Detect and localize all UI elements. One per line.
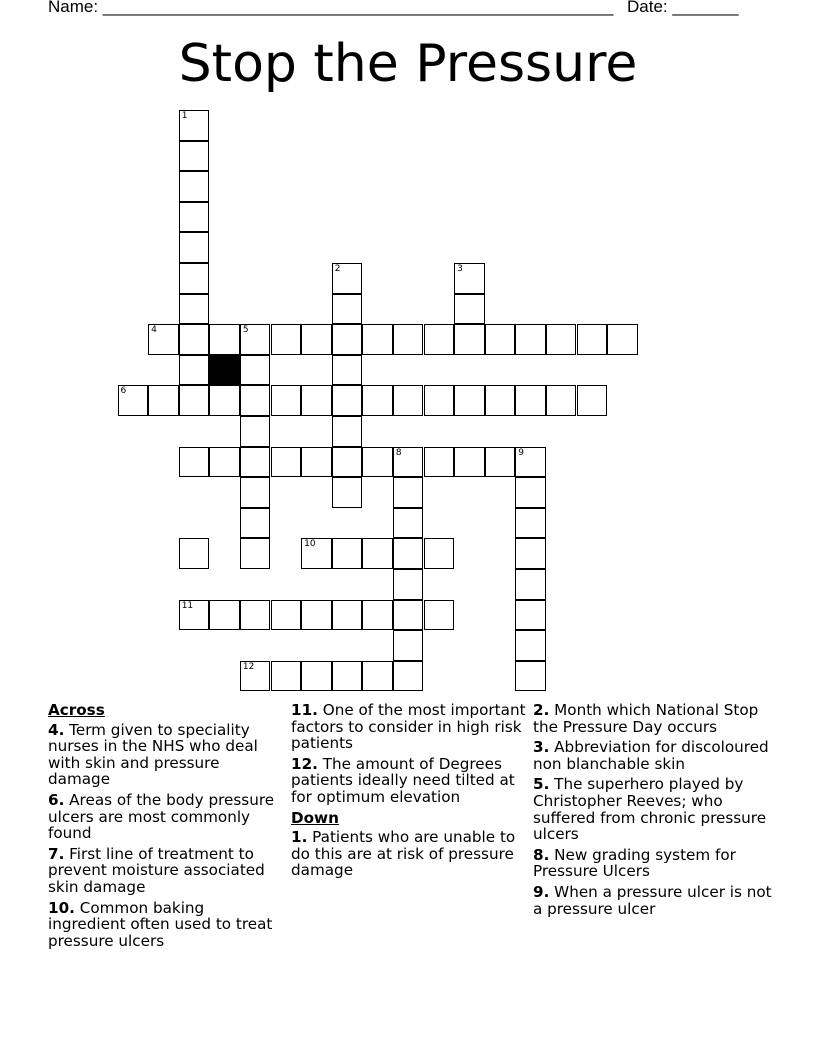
clue-item	[48, 792, 278, 842]
cell-number: 6	[120, 386, 127, 397]
crossword-cell[interactable]	[362, 385, 393, 416]
crossword-cell[interactable]	[577, 324, 608, 355]
crossword-cell[interactable]	[240, 385, 271, 416]
clue-number: 2.	[533, 701, 550, 719]
clues-column-2	[291, 702, 527, 883]
crossword-cell[interactable]	[332, 661, 363, 692]
crossword-cell[interactable]	[240, 538, 271, 569]
clue-item	[291, 829, 527, 879]
crossword-cell[interactable]	[332, 600, 363, 631]
crossword-cell[interactable]	[271, 600, 302, 631]
crossword-cell[interactable]	[515, 600, 546, 631]
crossword-cell[interactable]	[209, 324, 240, 355]
crossword-cell[interactable]	[454, 294, 485, 325]
crossword-cell[interactable]	[301, 538, 332, 569]
cell-number: 4	[151, 325, 157, 336]
crossword-cell[interactable]	[362, 661, 393, 692]
crossword-cell[interactable]	[179, 600, 210, 631]
crossword-cell[interactable]	[179, 141, 210, 172]
crossword-cell[interactable]	[546, 385, 577, 416]
crossword-cell[interactable]	[301, 600, 332, 631]
crossword-cell[interactable]	[332, 416, 363, 447]
crossword-cell[interactable]	[179, 294, 210, 325]
clue-number: 7.	[48, 844, 65, 863]
crossword-cell[interactable]	[454, 447, 485, 478]
crossword-cell[interactable]	[515, 447, 546, 478]
crossword-cell[interactable]	[393, 538, 424, 569]
crossword-cell[interactable]	[362, 447, 393, 478]
crossword-cell[interactable]	[393, 569, 424, 600]
clue-text: First line of treatment to prevent moisture associated skin damage	[48, 844, 265, 896]
crossword-cell[interactable]	[179, 110, 210, 141]
across-heading: Across	[48, 701, 105, 719]
crossword-cell[interactable]	[485, 447, 516, 478]
crossword-cell[interactable]	[393, 600, 424, 631]
crossword-cell[interactable]	[393, 661, 424, 692]
crossword-cell[interactable]	[424, 324, 455, 355]
crossword-cell[interactable]	[332, 355, 363, 386]
crossword-cell[interactable]	[148, 324, 179, 355]
crossword-cell[interactable]	[179, 232, 210, 263]
crossword-cell[interactable]	[577, 385, 608, 416]
crossword-cell[interactable]	[240, 447, 271, 478]
crossword-cell[interactable]	[301, 385, 332, 416]
down-heading: Down	[291, 808, 339, 827]
clue-text: The amount of Degrees patients ideally need tilted at for optimum elevation	[291, 754, 515, 806]
clue-text: Areas of the body pressure ulcers are most commonly found	[48, 790, 275, 843]
crossword-cell[interactable]	[546, 324, 577, 355]
cell-number: 2	[334, 264, 341, 274]
crossword-cell[interactable]	[240, 416, 271, 447]
clue-number: 3.	[533, 738, 550, 757]
clue-item	[48, 900, 278, 950]
crossword-cell[interactable]	[332, 385, 363, 416]
crossword-cell[interactable]	[332, 538, 363, 569]
crossword-cell[interactable]	[332, 477, 363, 508]
crossword-cell[interactable]	[515, 508, 546, 539]
clue-number: 5.	[533, 775, 550, 794]
crossword-cell[interactable]	[271, 385, 302, 416]
crossword-cell[interactable]	[362, 600, 393, 631]
clues-column-3	[533, 702, 773, 921]
crossword-cell[interactable]	[240, 600, 271, 631]
cell-number: 9	[518, 447, 525, 458]
crossword-black-square	[209, 355, 240, 386]
crossword-cell[interactable]	[179, 447, 210, 478]
crossword-cell[interactable]	[332, 263, 363, 294]
cell-number: 10	[304, 539, 316, 550]
crossword-cell[interactable]	[424, 447, 455, 478]
clue-number: 4.	[48, 720, 65, 739]
crossword-cell[interactable]	[240, 324, 271, 355]
clues-column-1	[48, 702, 278, 953]
clue-item	[533, 739, 773, 772]
crossword-cell[interactable]	[271, 447, 302, 478]
crossword-cell[interactable]	[515, 630, 546, 661]
clue-text: One of the most important factors to consider in high risk patients	[291, 701, 526, 753]
clue-text: When a pressure ulcer is not a pressure ulcer	[533, 882, 772, 918]
cell-number: 5	[242, 325, 249, 336]
crossword-cell[interactable]	[240, 477, 271, 508]
cell-number: 12	[242, 661, 255, 672]
clue-number: 9.	[533, 882, 550, 901]
clue-item	[48, 722, 278, 788]
crossword-cell[interactable]	[179, 202, 210, 233]
crossword-cell[interactable]	[148, 385, 179, 416]
crossword-cell[interactable]	[240, 661, 271, 692]
crossword-cell[interactable]	[209, 447, 240, 478]
clue-item	[291, 756, 527, 806]
clue-text: Abbreviation for discoloured non blanchable skin	[533, 738, 769, 773]
date-field-label: Date: _______	[627, 0, 739, 16]
clue-number: 10.	[48, 898, 75, 917]
clue-text: Month which National Stop the Pressure Day occurs	[533, 701, 759, 736]
clue-number: 12.	[291, 754, 318, 773]
crossword-cell[interactable]	[485, 385, 516, 416]
crossword-cell[interactable]	[424, 538, 455, 569]
name-field-label: Name: ______________________________________________________	[48, 0, 614, 16]
clue-number: 11.	[291, 701, 318, 719]
crossword-cell[interactable]	[515, 538, 546, 569]
clue-text: Patients who are unable to do this are at risk of pressure damage	[291, 828, 516, 880]
clue-number: 8.	[533, 845, 550, 864]
crossword-cell[interactable]	[393, 324, 424, 355]
crossword-cell[interactable]	[301, 661, 332, 692]
crossword-cell[interactable]	[362, 324, 393, 355]
crossword-cell[interactable]	[332, 324, 363, 355]
crossword-cell[interactable]	[485, 324, 516, 355]
crossword-cell[interactable]	[240, 508, 271, 539]
crossword-cell[interactable]	[393, 508, 424, 539]
crossword-cell[interactable]	[179, 385, 210, 416]
clue-number: 6.	[48, 790, 65, 809]
crossword-cell[interactable]	[179, 538, 210, 569]
crossword-cell[interactable]	[301, 324, 332, 355]
crossword-cell[interactable]	[607, 324, 638, 355]
crossword-cell[interactable]	[515, 324, 546, 355]
page-title: Stop the Pressure	[178, 34, 638, 94]
crossword-cell[interactable]	[393, 385, 424, 416]
crossword-cell[interactable]	[301, 447, 332, 478]
clue-number: 1.	[291, 828, 308, 847]
crossword-cell[interactable]	[332, 294, 363, 325]
crossword-cell[interactable]	[271, 661, 302, 692]
cell-number: 8	[395, 447, 402, 458]
clue-item	[533, 776, 773, 842]
clue-text: The superhero played by Christopher Reeves; who suffered from chronic pressure ulcers	[533, 775, 767, 844]
clue-item	[533, 702, 773, 735]
cell-number: 1	[181, 111, 188, 121]
clue-item	[48, 846, 278, 896]
crossword-cell[interactable]	[393, 477, 424, 508]
crossword-cell[interactable]	[209, 600, 240, 631]
crossword-cell[interactable]	[424, 600, 455, 631]
clue-item	[533, 884, 773, 917]
crossword-cell[interactable]	[515, 385, 546, 416]
cell-number: 11	[181, 600, 194, 611]
crossword-cell[interactable]	[179, 171, 210, 202]
crossword-cell[interactable]	[240, 355, 271, 386]
clue-text: Term given to speciality nurses in the NHS who deal with skin and pressure damage	[48, 720, 258, 789]
crossword-cell[interactable]	[362, 538, 393, 569]
crossword-cell[interactable]	[454, 263, 485, 294]
crossword-cell[interactable]	[393, 447, 424, 478]
crossword-cell[interactable]	[454, 385, 485, 416]
crossword-cell[interactable]	[271, 324, 302, 355]
crossword-cell[interactable]	[424, 385, 455, 416]
crossword-cell[interactable]	[515, 569, 546, 600]
clue-text: Common baking ingredient often used to treat pressure ulcers	[48, 898, 273, 950]
crossword-cell[interactable]	[332, 447, 363, 478]
crossword-cell[interactable]	[179, 355, 210, 386]
crossword-cell[interactable]	[515, 661, 546, 692]
crossword-cell[interactable]	[515, 477, 546, 508]
clue-text: New grading system for Pressure Ulcers	[533, 845, 736, 881]
crossword-cell[interactable]	[118, 385, 149, 416]
crossword-cell[interactable]	[209, 385, 240, 416]
clue-item	[291, 702, 527, 752]
crossword-cell[interactable]	[179, 263, 210, 294]
cell-number: 3	[457, 264, 463, 274]
crossword-cell[interactable]	[179, 324, 210, 355]
crossword-cell[interactable]	[393, 630, 424, 661]
crossword-cell[interactable]	[454, 324, 485, 355]
clue-item	[533, 847, 773, 880]
